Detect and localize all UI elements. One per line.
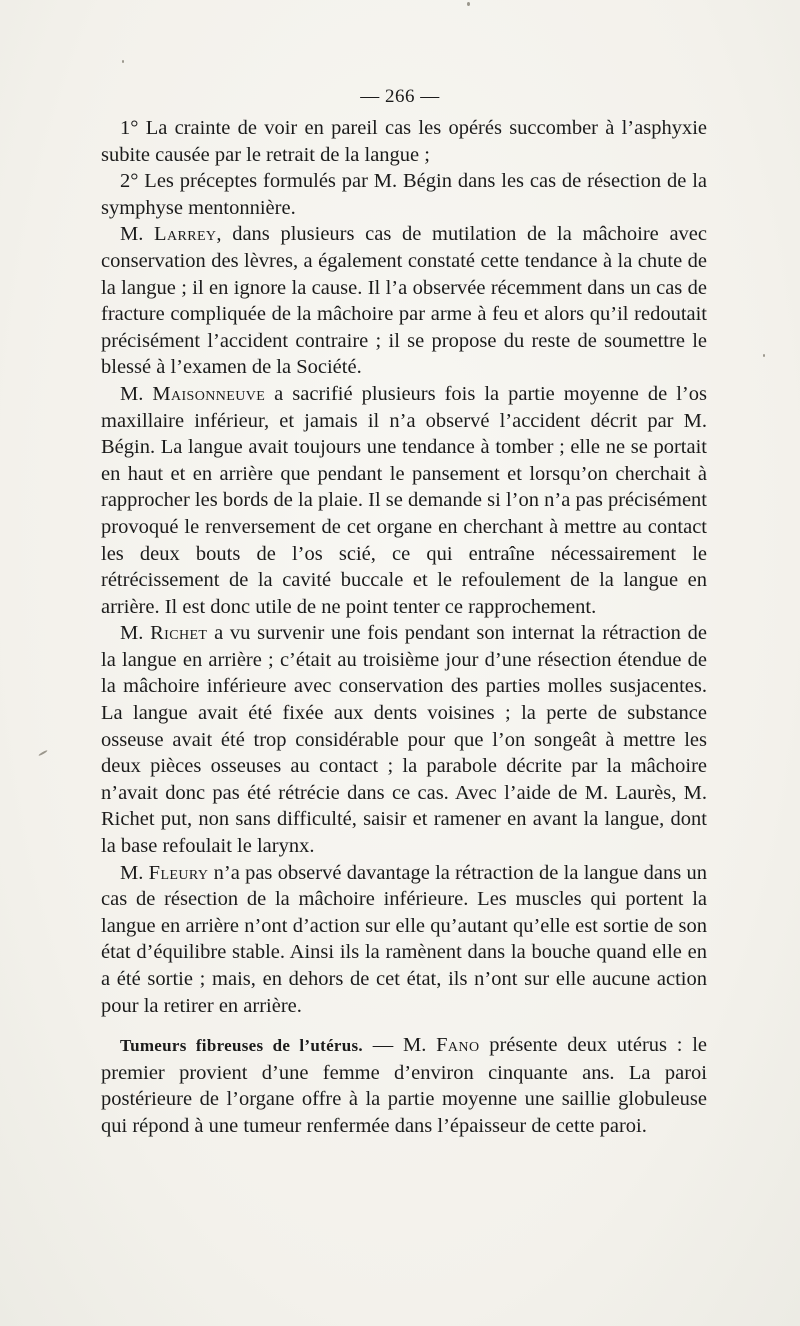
paragraph-section-tumeurs (101, 1032, 707, 1139)
paragraph-fleury (101, 860, 707, 1020)
speaker-name: Maisonneuve (152, 382, 266, 405)
speaker-name: Larrey (154, 223, 217, 246)
paragraph-text: n’a pas observé davantage la rétraction de la langue dans un cas de résection de la mâchoire inférieure. Les muscles qui portent la langue en arrière n’ont d’action sur elle qu’autant qu’elle est sortie de son état d’équilibre stable. Ainsi ils la ramènent dans la bouche quand elle en a été sortie ; mais, en dehors de cet état, ils n’ont sur elle aucune action pour la retirer en arrière. (101, 861, 707, 1017)
speaker-prefix: M. (120, 622, 151, 645)
paragraph-item-1 (101, 115, 707, 168)
paragraph-text: , dans plusieurs cas de mutilation de la mâchoire avec conservation des lèvres, a également constaté cette tendance à la chute de la langue ; il en ignore la cause. Il l’a observée récemment dans un cas de fracture compliquée de la mâchoire par arme à feu et alors qu’il redoutait précisément l’accident contraire ; il se propose du reste de soumettre le blessé à l’examen de la Société. (101, 223, 707, 379)
section-rubric: Tumeurs fibreuses de l’utérus. (120, 1036, 363, 1056)
paragraph-richet (101, 620, 707, 859)
paragraph-text: présente deux utérus : le premier provient d’une femme d’environ cinquante ans. La paroi postérieure de l’organe offre à la partie moyenne une saillie globuleuse qui répond à une tumeur renfermée dans l’épaisseur de cette paroi. (101, 1034, 708, 1137)
page-number: — 266 — (360, 86, 440, 107)
scan-speck (38, 750, 48, 757)
paragraph-maisonneuve (101, 381, 707, 620)
speaker-prefix: — M. (362, 1034, 437, 1057)
paragraph-larrey (101, 221, 707, 381)
speaker-prefix: M. (120, 861, 149, 884)
speaker-name: Richet (150, 622, 208, 645)
paragraph-text: 1° La crainte de voir en pareil cas les opérés succomber à l’asphyxie subite causée par le retrait de la langue ; (101, 117, 707, 166)
scan-speck (122, 60, 124, 63)
speaker-name: Fleury (148, 861, 209, 884)
paragraph-text: 2° Les préceptes formulés par M. Bégin dans les cas de résection de la symphyse mentonnière. (101, 170, 707, 219)
section-gap (101, 1019, 707, 1032)
paragraph-text: a sacrifié plusieurs fois la partie moyenne de l’os maxillaire inférieur, et jamais il n’a observé l’accident décrit par M. Bégin. La langue avait toujours une tendance à tomber ; elle ne se portait en haut et en arrière que pendant le pansement et lorsqu’on cherchait à rapprocher les bords de la plaie. Il se demande si l’on n’a pas précisément provoqué le renversement de cet organe en cherchant à mettre au contact les deux bouts de l’os scié, ce qui entraîne nécessairement le rétrécissement de la cavité buccale et le refoulement de la langue en arrière. Il est donc utile de ne point tenter ce rapprochement. (101, 382, 707, 618)
speaker-prefix: M. (120, 223, 155, 246)
speaker-prefix: M. (120, 382, 153, 405)
scan-speck (467, 2, 470, 6)
paragraph-text: a vu survenir une fois pendant son internat la rétraction de la langue en arrière ; c’était au troisième jour d’une résection étendue de la mâchoire inférieure avec conservation des parties molles susjacentes. La langue avait été fixée aux dents voisines ; la perte de substance osseuse avait été trop considérable pour que l’on songeât à mettre les deux pièces osseuses au contact ; la parabole décrite par la mâchoire n’avait donc pas été rétrécie dans ce cas. Avec l’aide de M. Laurès, M. Richet put, non sans difficulté, saisir et ramener en avant la langue, dont la base refoulait le larynx. (101, 622, 707, 858)
paragraph-item-2 (101, 168, 707, 221)
speaker-name: Fano (436, 1034, 480, 1057)
body-text (101, 115, 707, 1140)
scan-speck (763, 354, 765, 357)
